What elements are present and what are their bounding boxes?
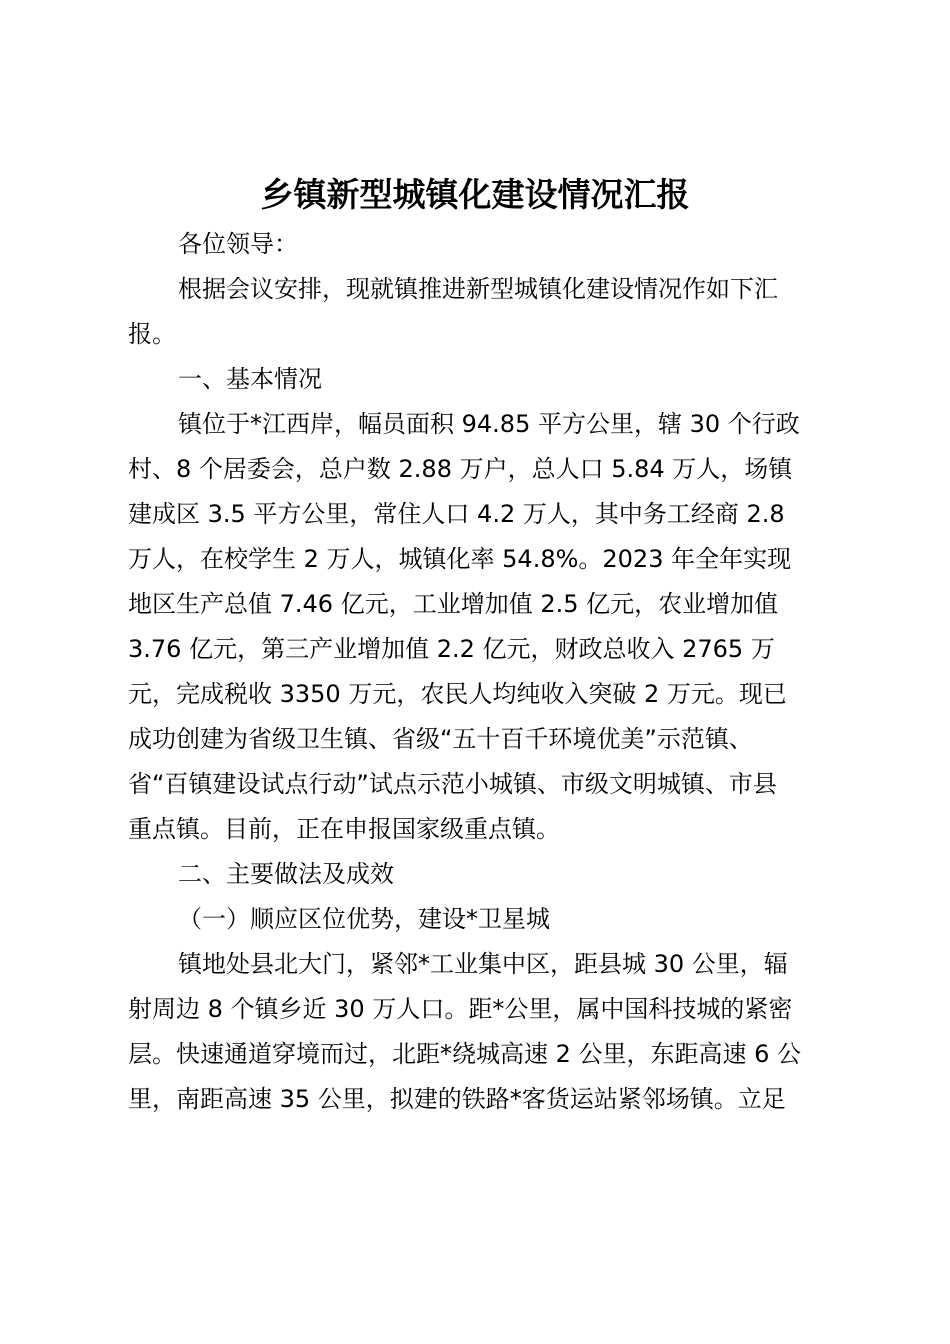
- salutation-text: 各位领导：: [178, 230, 298, 258]
- section1-heading: 一、基本情况: [178, 365, 322, 393]
- paragraph-line: 层。快速通道穿境而过，北距*绕城高速 2 公里，东距高速 6 公: [128, 1040, 802, 1068]
- document-title: 乡镇新型城镇化建设情况汇报: [260, 175, 690, 214]
- paragraph-line: 重点镇。目前，正在申报国家级重点镇。: [128, 815, 560, 843]
- intro-line: 根据会议安排，现就镇推进新型城镇化建设情况作如下汇: [178, 275, 778, 303]
- paragraph-line: 镇地处县北大门，紧邻*工业集中区，距县城 30 公里，辐: [178, 950, 788, 978]
- paragraph-line: 元，完成税收 3350 万元，农民人均纯收入突破 2 万元。现已: [128, 680, 787, 708]
- paragraph-line: 3.76 亿元，第三产业增加值 2.2 亿元，财政总收入 2765 万: [128, 635, 775, 663]
- paragraph-line: 地区生产总值 7.46 亿元，工业增加值 2.5 亿元，农业增加值: [128, 590, 779, 618]
- paragraph-line: 射周边 8 个镇乡近 30 万人口。距*公里，属中国科技城的紧密: [128, 995, 793, 1023]
- subsection-heading: [128, 897, 833, 942]
- section2-heading: 二、主要做法及成效: [178, 860, 394, 888]
- paragraph-line: 里，南距高速 35 公里，拟建的铁路*客货运站紧邻场镇。立足: [128, 1085, 786, 1113]
- subsection1-paragraph: [128, 942, 833, 1122]
- paragraph-line: 镇位于*江西岸，幅员面积 94.85 平方公里，辖 30 个行政: [178, 410, 800, 438]
- paragraph-line: 万人，在校学生 2 万人，城镇化率 54.8%。2023 年全年实现: [128, 545, 792, 573]
- intro-line: 报。: [128, 320, 176, 348]
- intro-paragraph: [128, 267, 833, 357]
- salutation: [128, 222, 833, 267]
- section1-paragraph: [128, 402, 833, 852]
- document-body: [128, 222, 833, 1122]
- section-heading: [128, 357, 833, 402]
- paragraph-line: 村、8 个居委会，总户数 2.88 万户，总人口 5.84 万人，场镇: [128, 455, 793, 483]
- section-heading: [128, 852, 833, 897]
- paragraph-line: 省“百镇建设试点行动”试点示范小城镇、市级文明城镇、市县: [128, 770, 777, 798]
- subsection1-heading: （一）顺应区位优势，建设*卫星城: [178, 905, 550, 933]
- paragraph-line: 成功创建为省级卫生镇、省级“五十百千环境优美”示范镇、: [128, 725, 753, 753]
- paragraph-line: 建成区 3.5 平方公里，常住人口 4.2 万人，其中务工经商 2.8: [128, 500, 785, 528]
